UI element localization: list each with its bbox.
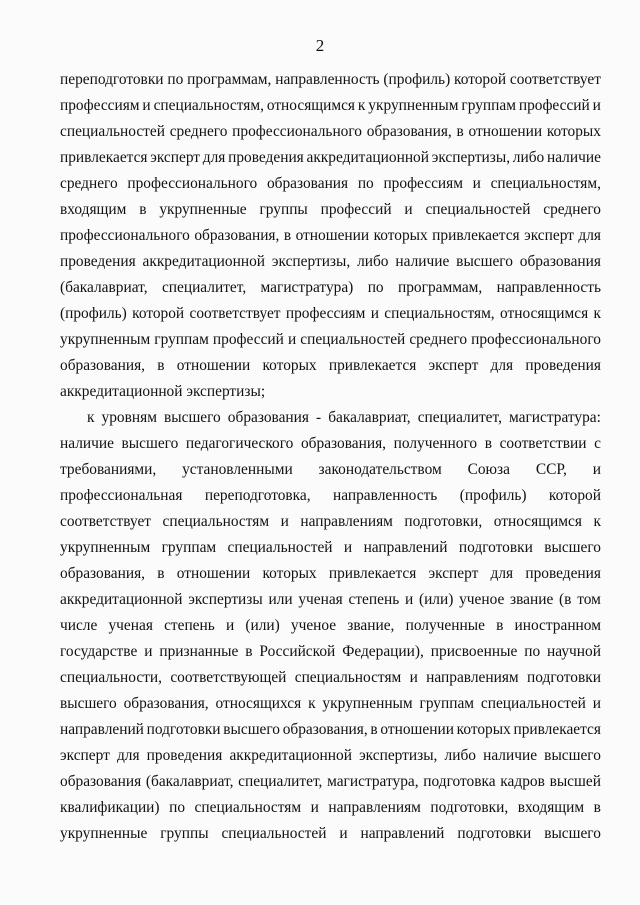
text-line: профессионального образования, в отношении которых привлекается эксперт для: [60, 227, 601, 244]
text-line: укрупненным группам специальностей и направлений подготовки высшего: [60, 539, 601, 556]
page-number: 2: [315, 36, 325, 55]
text-line: укрупненные группы специальностей и направлений подготовки высшего: [60, 825, 601, 842]
text-line: наличие высшего педагогического образования, полученного в соответствии с: [60, 435, 601, 452]
text-line: направлений подготовки высшего образования, в отношении которых привлекается: [60, 721, 601, 738]
text-line: (бакалавриат, специалитет, магистратура) по программам, направленность: [60, 279, 601, 296]
text-line: требованиями, установленными законодательством Союза ССР, и: [60, 461, 601, 478]
text-line: профессиям и специальностям, относящимся к укрупненным группам профессий и: [60, 97, 601, 114]
text-line: привлекается эксперт для проведения аккредитационной экспертизы, либо наличие: [60, 149, 601, 166]
text-line: аккредитационной экспертизы или ученая степень и (или) ученое звание (в том: [60, 591, 601, 608]
text-line: высшего образования, относящихся к укрупненным группам специальностей и: [60, 695, 601, 712]
text-line: соответствует специальностям и направлениям подготовки, относящимся к: [60, 513, 601, 530]
text-line: (профиль) которой соответствует профессиям и специальностям, относящимся к: [60, 305, 601, 322]
text-line: проведения аккредитационной экспертизы, либо наличие высшего образования: [60, 253, 601, 270]
text-line: квалификации) по специальностям и направлениям подготовки, входящим в: [60, 799, 601, 816]
text-line: к уровням высшего образования - бакалавриат, специалитет, магистратура:: [87, 409, 601, 426]
text-line: образования (бакалавриат, специалитет, магистратура, подготовка кадров высшей: [60, 773, 601, 790]
text-line: эксперт для проведения аккредитационной экспертизы, либо наличие высшего: [60, 747, 601, 764]
text-line: среднего профессионального образования по профессиям и специальностям,: [60, 175, 601, 192]
text-line: специальностей среднего профессионального образования, в отношении которых: [60, 123, 601, 140]
text-line: укрупненным группам профессий и специальностей среднего профессионального: [60, 331, 601, 348]
text-line: аккредитационной экспертизы;: [60, 383, 266, 400]
text-line: числе ученая степень и (или) ученое звание, полученные в иностранном: [60, 617, 601, 634]
body-text: [60, 67, 601, 847]
text-line: государстве и признанные в Российской Федерации), присвоенные по научной: [60, 643, 601, 660]
text-line: переподготовки по программам, направленность (профиль) которой соответствует: [60, 71, 601, 88]
text-line: образования, в отношении которых привлекается эксперт для проведения: [60, 357, 601, 374]
text-line: профессиональная переподготовка, направленность (профиль) которой: [60, 487, 601, 504]
text-line: специальности, соответствующей специальностям и направлениям подготовки: [60, 669, 601, 686]
text-line: образования, в отношении которых привлекается эксперт для проведения: [60, 565, 601, 582]
text-line: входящим в укрупненные группы профессий и специальностей среднего: [60, 201, 601, 218]
